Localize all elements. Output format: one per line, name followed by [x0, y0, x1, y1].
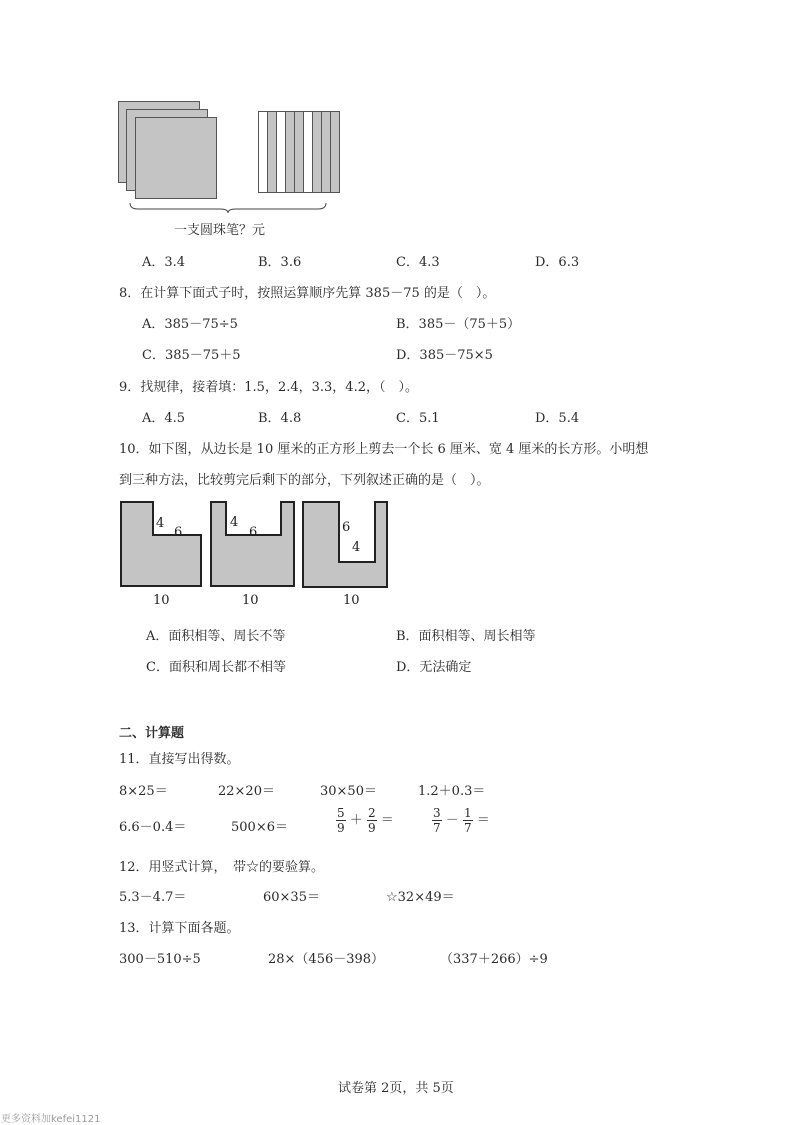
q13-item-2: 28×（456－398） — [268, 952, 385, 967]
section-title: 二、计算题 — [119, 726, 185, 741]
svg-text:4: 4 — [230, 515, 239, 530]
strips-group — [258, 111, 340, 193]
q13-item-3: （337＋266）÷9 — [440, 952, 548, 967]
q11-item-6: 500×6＝ — [231, 820, 288, 835]
q7-option-c: C．4.3 — [396, 255, 440, 270]
q11-fraction-1: $\frac{5}{9}$ ＋ $\frac{2}{9}$ ＝ — [337, 806, 394, 835]
svg-text:10: 10 — [153, 593, 170, 608]
q10-option-d: D．无法确定 — [396, 660, 472, 675]
watermark: 更多资料加kefei1121 — [1, 1114, 101, 1125]
square-3 — [135, 117, 217, 199]
q7-figure — [118, 101, 338, 238]
q12-item-3: ☆32×49＝ — [386, 890, 455, 905]
q10-option-b: B．面积相等、周长相等 — [396, 629, 536, 644]
q8-option-b: B．385－（75＋5） — [396, 317, 521, 332]
q7-option-a: A．3.4 — [142, 255, 186, 270]
svg-text:4: 4 — [156, 516, 165, 531]
q13-stem: 13．计算下面各题。 — [119, 921, 240, 936]
svg-text:6: 6 — [342, 520, 351, 535]
q10-stem-line2: 到三种方法，比较剪完后剩下的部分，下列叙述正确的是（ ）。 — [119, 473, 490, 488]
svg-text:10: 10 — [242, 593, 259, 608]
q9-stem: 9．找规律，接着填：1.5，2.4，3.3，4.2，（ ）。 — [119, 380, 418, 395]
q9-option-b: B．4.8 — [258, 411, 302, 426]
brace-icon — [128, 201, 328, 213]
q8-option-d: D．385－75×5 — [396, 348, 493, 363]
q12-stem: 12．用竖式计算， 带☆的要验算。 — [119, 860, 325, 875]
q11-item-2: 22×20＝ — [218, 784, 275, 799]
q7-option-d: D．6.3 — [535, 255, 580, 270]
q9-option-c: C．5.1 — [396, 411, 440, 426]
q10-option-c: C．面积和周长都不相等 — [146, 660, 286, 675]
q8-stem: 8．在计算下面式子时，按照运算顺序先算 385－75 的是（ ）。 — [119, 286, 496, 301]
q10-shapes-figure — [119, 499, 399, 609]
q11-stem: 11．直接写出得数。 — [119, 752, 240, 767]
q11-fraction-2: $\frac{3}{7}$ － $\frac{1}{7}$ ＝ — [433, 806, 490, 835]
q10-option-a: A．面积相等、周长不等 — [146, 629, 286, 644]
svg-text:6: 6 — [249, 525, 258, 540]
q12-item-2: 60×35＝ — [263, 890, 320, 905]
q8-option-a: A．385－75÷5 — [142, 317, 238, 332]
q11-item-1: 8×25＝ — [119, 784, 168, 799]
q11-item-5: 6.6－0.4＝ — [119, 820, 187, 835]
q11-item-4: 1.2＋0.3＝ — [418, 784, 486, 799]
q8-option-c: C．385－75＋5 — [142, 348, 241, 363]
q12-item-1: 5.3－4.7＝ — [119, 890, 187, 905]
svg-text:6: 6 — [174, 525, 183, 540]
figure-caption: 一支圆珠笔？元 — [174, 223, 266, 238]
q13-item-1: 300－510÷5 — [119, 952, 201, 967]
q9-option-a: A．4.5 — [142, 411, 186, 426]
svg-text:4: 4 — [352, 540, 361, 555]
q10-stem-line1: 10．如下图，从边长是 10 厘米的正方形上剪去一个长 6 厘米、宽 4 厘米的长方形。小明想 — [119, 442, 649, 457]
svg-text:10: 10 — [343, 593, 360, 608]
q11-item-3: 30×50＝ — [320, 784, 377, 799]
q9-option-d: D．5.4 — [535, 411, 580, 426]
q7-option-b: B．3.6 — [258, 255, 302, 270]
page-footer: 试卷第 2页，共 5页 — [338, 1081, 454, 1096]
